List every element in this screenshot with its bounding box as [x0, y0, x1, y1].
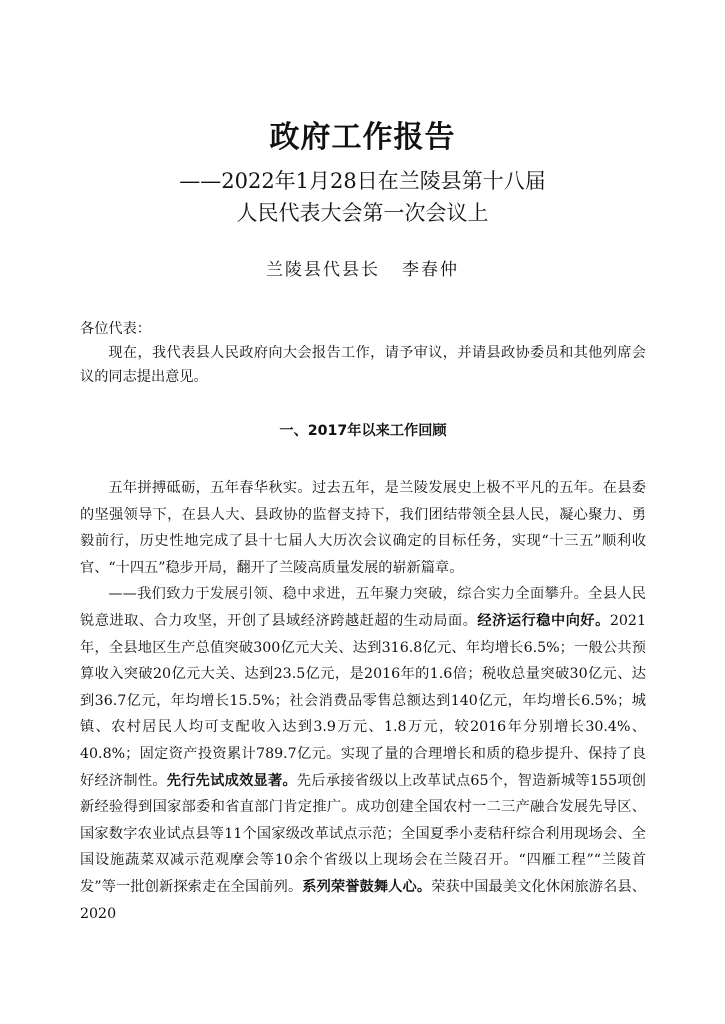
intro-paragraph: 现在，我代表县人民政府向大会报告工作，请予审议，并请县政协委员和其他列席会议的同志提出意见。 [80, 345, 646, 385]
paragraph-2-text-d: 先后承接省级以上改革试点65个，智造新城等155项创新经验得到国家部委和省直部门肯定推广。成功创建全国农村一二三产融合发展先导区、国家数字农业试点县等11个国家级改革试点示范；全国夏季小麦秸秆综合利用现场会、全国设施蔬菜双减示范观摩会等10余个省级以上现场会在兰陵召开。“四雁工程”“兰陵首发”等一批创新探索走在全国前列。 [80, 772, 646, 895]
report-subtitle-line1: ——2022年1月28日在兰陵县第十八届 [179, 169, 546, 193]
greeting: 各位代表： [80, 321, 151, 337]
report-body [80, 317, 646, 927]
section-heading: 一、2017年以来工作回顾 [279, 423, 447, 439]
paragraph-2-text-a: 全县人民锐意进取、合力攻坚，开创了县域经济跨越赶超的生动局面。 [80, 586, 646, 629]
paragraph-1: 五年拼搏砥砺，五年春华秋实。过去五年，是兰陵发展史上极不平凡的五年。在县委的坚强领导下，在县人大、县政协的监督支持下，我们团结带领全县人民，凝心聚力、勇毅前行，历史性地完成了县十七届人大历次会议确定的目标任务，实现“十三五”顺利收官、“十四五”稳步开局，翻开了兰陵高质量发展的崭新篇章。 [80, 480, 646, 576]
paragraph-2 [80, 581, 646, 927]
report-subtitle-line2: 人民代表大会第一次会议上 [236, 201, 489, 225]
bold-phrase-pilot: 先行先试成效显著。 [166, 772, 297, 789]
author-line [0, 257, 725, 283]
paragraph-2-text-c: 2021年，全县地区生产总值突破300亿元大关、达到316.8亿元、年均增长6.5%；一般公共预算收入突破20亿元大关、达到23.5亿元，是2016年的1.6倍；税收总量突破30亿元、达到36.7亿元，年均增长15.5%；社会消费品零售总额达到140亿元，年均增长6.5%；城镇、农村居民人均可支配收入达到3.9万元、1.8万元，较2016年分别增长30.4%、40.8%；固定资产投资累计789.7亿元。实现了量的合理增长和质的稳步提升、保持了良好经济制性。 [80, 612, 646, 789]
author-title: 兰陵县代县长 [266, 260, 380, 280]
paragraph-2-lead: ——我们致力于发展引领、稳中求进，五年聚力突破，综合实力全面攀升。 [108, 586, 589, 603]
bold-phrase-economy: 经济运行稳中向好。 [477, 612, 610, 629]
report-title: 政府工作报告 [269, 120, 456, 155]
author-name: 李春仲 [402, 260, 459, 280]
bold-phrase-honors: 系列荣誉鼓舞人心。 [302, 878, 432, 895]
paragraph-2-text-e: 荣获中国最美文化休闲旅游名县、2020 [80, 878, 646, 922]
